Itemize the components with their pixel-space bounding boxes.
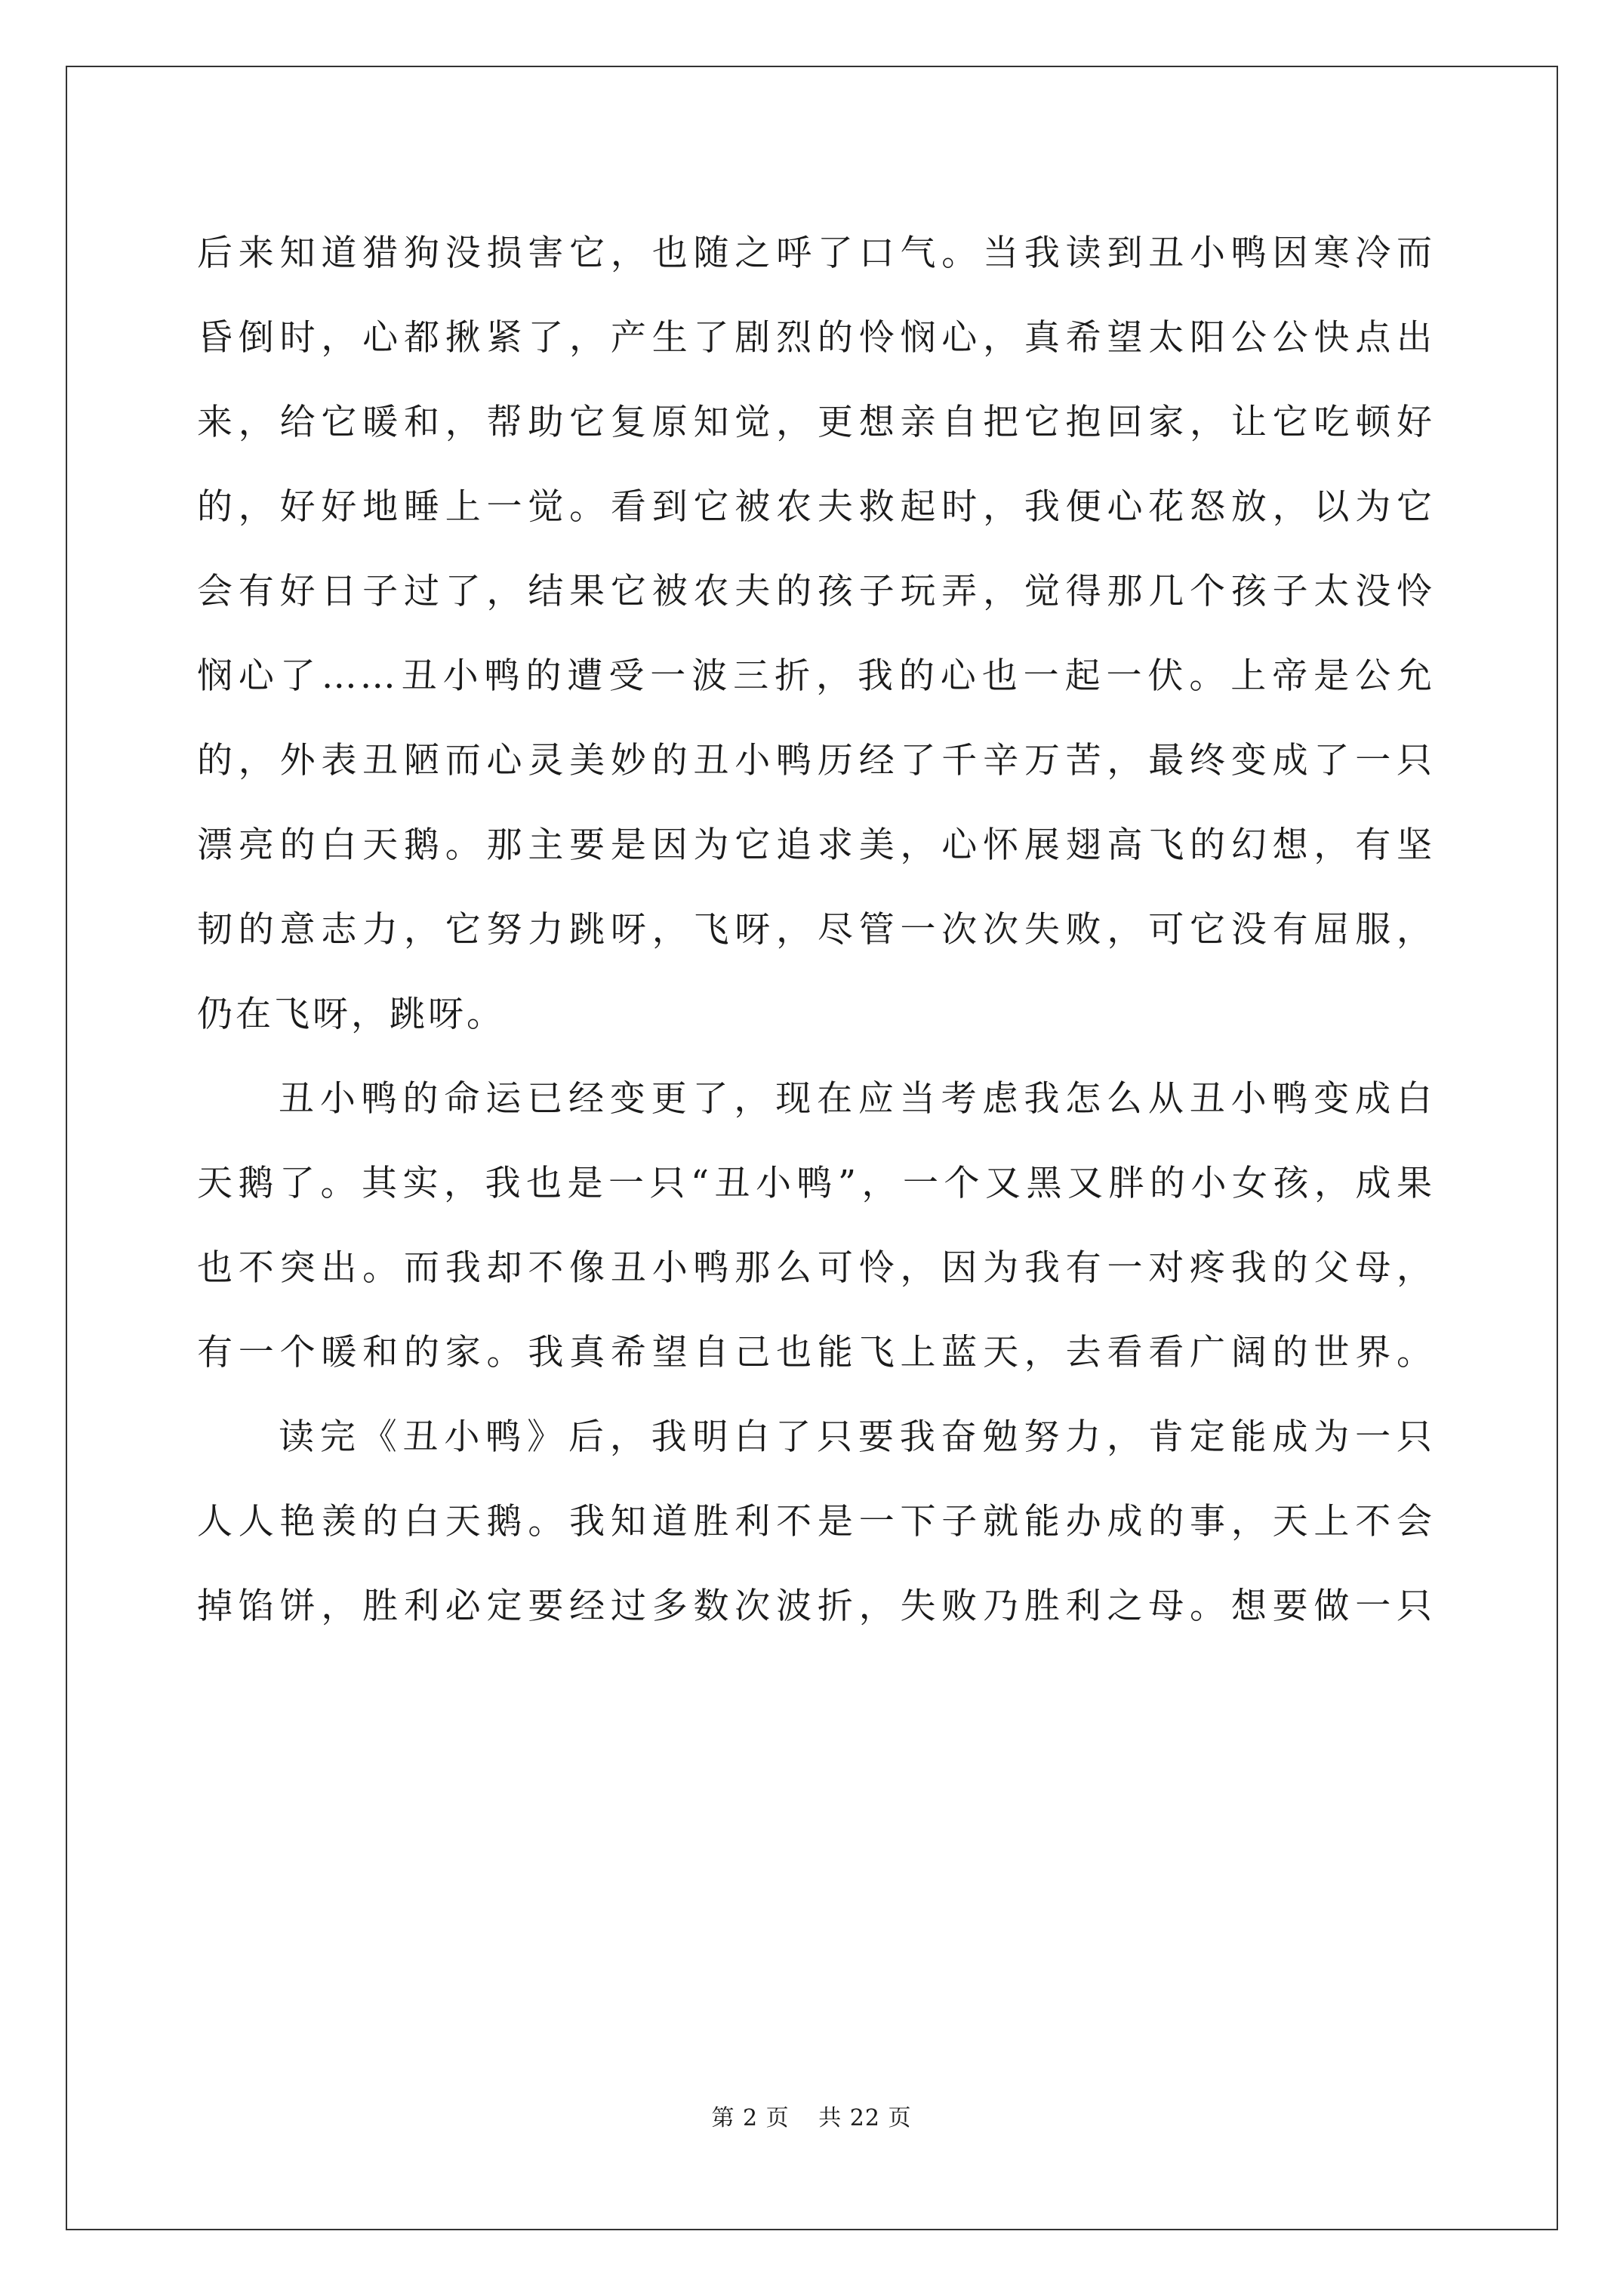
text-line: 会有好日子过了，结果它被农夫的孩子玩弄，觉得那几个孩子太没怜: [197, 571, 1435, 612]
page-footer: [0, 2099, 1623, 2132]
paragraph-2: [197, 1057, 1435, 1395]
text-line: 天鹅了。其实，我也是一只“丑小鸭”，一个又黑又胖的小女孩，成果: [197, 1163, 1435, 1204]
text-line: 来，给它暖和，帮助它复原知觉，更想亲自把它抱回家，让它吃顿好: [197, 402, 1435, 443]
text-line: 读完《丑小鸭》后，我明白了只要我奋勉努力，肯定能成为一只: [279, 1416, 1435, 1458]
paragraph-3: [197, 1395, 1435, 1649]
text-line: 昏倒时，心都揪紧了，产生了剧烈的怜悯心，真希望太阳公公快点出: [197, 317, 1435, 359]
text-line: 的，外表丑陋而心灵美妙的丑小鸭历经了千辛万苦，最终变成了一只: [197, 740, 1435, 781]
text-line: 丑小鸭的命运已经变更了，现在应当考虑我怎么从丑小鸭变成白: [279, 1078, 1435, 1120]
text-line: 悯心了……丑小鸭的遭受一波三折，我的心也一起一伏。上帝是公允: [197, 655, 1435, 697]
paragraph-1: [197, 211, 1435, 1057]
page-total: 共 22 页: [818, 2105, 912, 2131]
text-line: 有一个暖和的家。我真希望自己也能飞上蓝天，去看看广阔的世界。: [197, 1332, 1435, 1373]
text-line: 仍在飞呀，跳呀。: [197, 994, 505, 1035]
document-body: [197, 211, 1435, 1649]
text-line: 掉馅饼，胜利必定要经过多数次波折，失败乃胜利之母。想要做一只: [197, 1586, 1435, 1627]
text-line: 也不突出。而我却不像丑小鸭那么可怜，因为我有一对疼我的父母，: [197, 1247, 1435, 1289]
text-line: 人人艳羡的白天鹅。我知道胜利不是一下子就能办成的事，天上不会: [197, 1501, 1435, 1542]
text-line: 韧的意志力，它努力跳呀，飞呀，尽管一次次失败，可它没有屈服，: [197, 909, 1435, 951]
text-line: 漂亮的白天鹅。那主要是因为它追求美，心怀展翅高飞的幻想，有坚: [197, 824, 1435, 866]
text-line: 的，好好地睡上一觉。看到它被农夫救起时，我便心花怒放，以为它: [197, 486, 1435, 528]
page-number: 第 2 页: [711, 2105, 790, 2131]
text-line: 后来知道猎狗没损害它，也随之呼了口气。当我读到丑小鸭因寒冷而: [197, 233, 1435, 274]
